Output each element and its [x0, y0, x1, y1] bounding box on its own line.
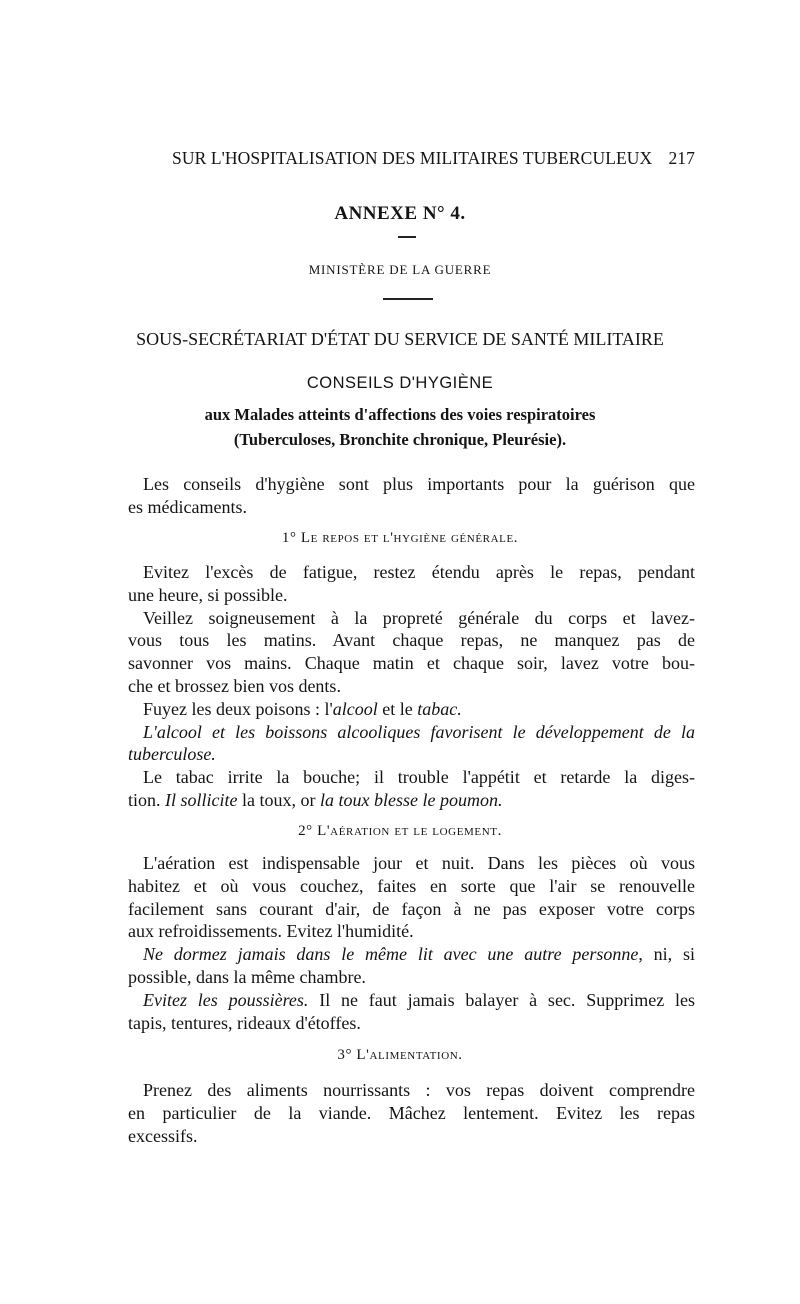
s2-p3-text: Il ne faut jamais balayer à sec. Supprimez les [308, 989, 696, 1010]
s1-p5-line-1: Le tabac irrite la bouche; il trouble l'appétit et retarde la diges- [143, 767, 695, 788]
subtitle-line-1: aux Malades atteints d'affections des voies respiratoires [204, 405, 596, 424]
s2-p3-line-1 [128, 989, 695, 1012]
subtitle-line-2: (Tuberculoses, Bronchite chronique, Pleurésie). [233, 430, 567, 449]
s1-p1-line-2: une heure, si possible. [128, 584, 288, 605]
conseils-heading: CONSEILS D'HYGIÈNE [306, 374, 494, 392]
running-head [172, 148, 695, 169]
s1-p5-line-2 [128, 789, 695, 812]
s1-p5-italic-b: Il sollicite [165, 789, 238, 810]
s2-p1-line-2: habitez et où vous couchez, faites en sorte que l'air se renouvelle [128, 875, 695, 896]
s1-p4-line-1: L'alcool et les boissons alcooliques favorisent le développement de la [143, 721, 695, 742]
s1-p5-italic-d: la toux blesse le poumon. [320, 789, 503, 810]
annexe-title: ANNEXE N° 4. [334, 203, 466, 224]
s1-p2-line-2: vous tous les matins. Avant chaque repas, ne manquez pas de [128, 630, 695, 651]
s1-p1-line-1: Evitez l'excès de fatigue, restez étendu après le repas, pendant [143, 562, 695, 582]
intro-line-1: Les conseils d'hygiène sont plus importants pour la guérison que [143, 474, 695, 494]
ministere-heading: MINISTÈRE DE LA GUERRE [308, 262, 492, 277]
s1-p3-text-c: et le [377, 698, 418, 719]
sous-secretariat-heading: SOUS-SECRÉTARIAT D'ÉTAT DU SERVICE DE SANTÉ MILITAIRE [136, 329, 664, 349]
s1-p2-line-1: Veillez soigneusement à la propreté générale du corps et lavez- [143, 607, 695, 628]
section-2-body [128, 852, 695, 1034]
section-2-title: 2° L'aération et le logement. [298, 823, 502, 839]
short-rule [398, 236, 416, 238]
s1-p3-tabac: tabac. [417, 698, 462, 719]
s1-p3-text-a: Fuyez les deux poisons : l' [143, 698, 333, 719]
s1-p5-text-a: tion. [128, 789, 166, 810]
intro-line-2: es médicaments. [128, 496, 247, 517]
s1-p3 [128, 698, 695, 721]
s2-p2-line-2: possible, dans la même chambre. [128, 966, 366, 987]
s3-p1-line-2: en particulier de la viande. Mâchez lentement. Evitez les repas [128, 1102, 695, 1123]
section-1-title: 1° Le repos et l'hygiène générale. [281, 530, 519, 546]
section-3-title: 3° L'alimentation. [337, 1047, 463, 1063]
s2-p2-italic: Ne dormez jamais dans le même lit avec une autre personne [143, 944, 639, 965]
intro-paragraph [128, 473, 695, 519]
divider-rule [383, 298, 433, 300]
s1-p2-line-3: savonner vos mains. Chaque matin et chaque soir, lavez votre bou- [128, 653, 695, 674]
section-3-body [128, 1079, 695, 1147]
s1-p2-line-4: che et brossez bien vos dents. [128, 675, 341, 696]
s1-p4-line-2: tuberculose. [128, 744, 216, 765]
s2-p2-line-1 [128, 943, 695, 966]
section-1-body [128, 561, 695, 812]
s2-p3-italic: Evitez les poussières. [143, 989, 309, 1010]
s2-p1-line-4: aux refroidissements. Evitez l'humidité. [128, 921, 414, 942]
page-number: 217 [668, 148, 695, 168]
running-head-title: SUR L'HOSPITALISATION DES MILITAIRES TUBERCULEUX [172, 148, 653, 168]
s2-p2-text: , ni, si [638, 944, 695, 965]
s2-p3-line-2: tapis, tentures, rideaux d'étoffes. [128, 1012, 361, 1033]
s2-p1-line-1: L'aération est indispensable jour et nuit. Dans les pièces où vous [143, 853, 695, 873]
s2-p1-line-3: facilement sans courant d'air, de façon à ne pas exposer votre corps [128, 898, 695, 919]
s3-p1-line-3: excessifs. [128, 1125, 198, 1146]
s1-p5-text-c: la toux, or [237, 789, 320, 810]
s1-p3-alcool: alcool [332, 698, 378, 719]
s3-p1-line-1: Prenez des aliments nourrissants : vos repas doivent comprendre [143, 1080, 695, 1100]
